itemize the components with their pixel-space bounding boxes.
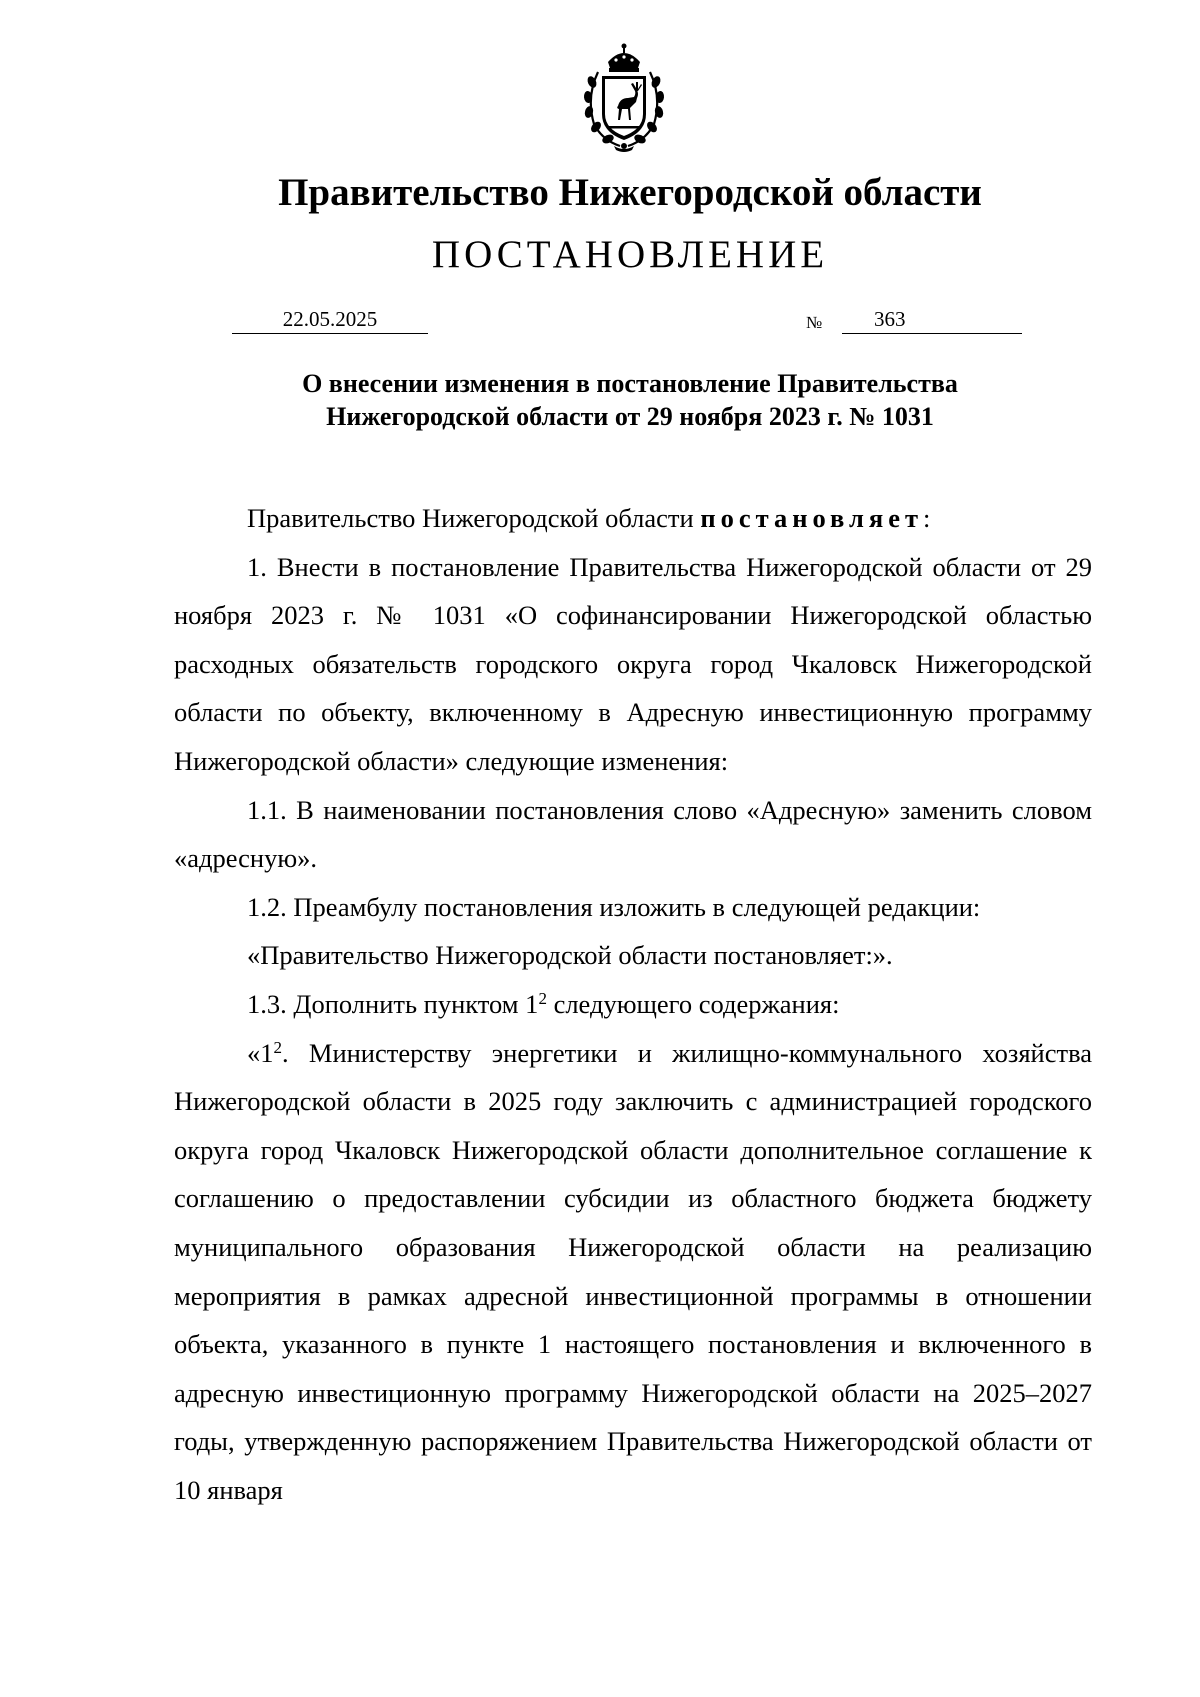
coat-of-arms-icon — [570, 42, 678, 152]
item-1-3-paragraph — [174, 980, 1092, 1029]
item-1-2-quote-paragraph: «Правительство Нижегородской области постановляет:». — [247, 940, 893, 971]
document-date: 22.05.2025 — [232, 305, 428, 334]
item-1-3-text-end: следующего содержания: — [546, 988, 840, 1019]
item-1-paragraph: 1. Внести в постановление Правительства Нижегородской области от 29 ноября 2023 г. № 1031 «О софинансировании Нижегородской областью расходных обязательств городского округа город Чкаловск Нижегородской области по объекту, включенному в Адресную инвестиционную программу Нижегородской области» следующие изменения: — [174, 551, 1092, 776]
item-1-1-paragraph: 1.1. В наименовании постановления слово «Адресную» заменить словом «адресную». — [174, 794, 1092, 874]
number-label: № — [806, 313, 823, 332]
item-1-3-text-start: 1.3. Дополнить пунктом 1 — [247, 988, 539, 1019]
preamble-paragraph — [174, 494, 1092, 543]
document-number-field — [842, 305, 1022, 334]
quoted-point-text: . Министерству энергетики и жилищно-коммунального хозяйства Нижегородской области в 2025 году заключить с администрацией городского округа город Чкаловск Нижегородской области дополнительное соглашение к соглашению о предоставлении субсидии из областного бюджета бюджету муниципального образования Нижегородской области на реализацию мероприятия в рамках адресной инвестиционной программы в отношении объекта, указанного в пункте 1 настоящего постановления и включенного в адресную инвестиционную программу Нижегородской области на 2025–2027 годы, утвержденную распоряжением Правительства Нижегородской области от 10 января — [174, 1037, 1092, 1505]
quoted-point-start: «1 — [247, 1037, 274, 1068]
document-subject — [0, 367, 1200, 433]
organization-title: Правительство Нижегородской области — [278, 171, 982, 214]
preamble-colon: : — [923, 503, 931, 533]
preamble-verb: постановляет — [700, 503, 924, 533]
document-number: 363 — [874, 307, 906, 331]
preamble-text: Правительство Нижегородской области — [247, 503, 701, 533]
item-1-2-paragraph: 1.2. Преамбулу постановления изложить в следующей редакции: — [247, 891, 981, 922]
quoted-point-superscript: 2 — [273, 1037, 282, 1057]
quoted-point-paragraph — [174, 1029, 1092, 1515]
document-type: ПОСТАНОВЛЕНИЕ — [431, 233, 829, 276]
document-body — [174, 494, 1092, 1514]
item-1-3-superscript: 2 — [538, 988, 547, 1008]
subject-line-2: Нижегородской области от 29 ноября 2023 г. № 1031 — [326, 402, 934, 431]
subject-line-1: О внесении изменения в постановление Правительства — [302, 369, 958, 398]
